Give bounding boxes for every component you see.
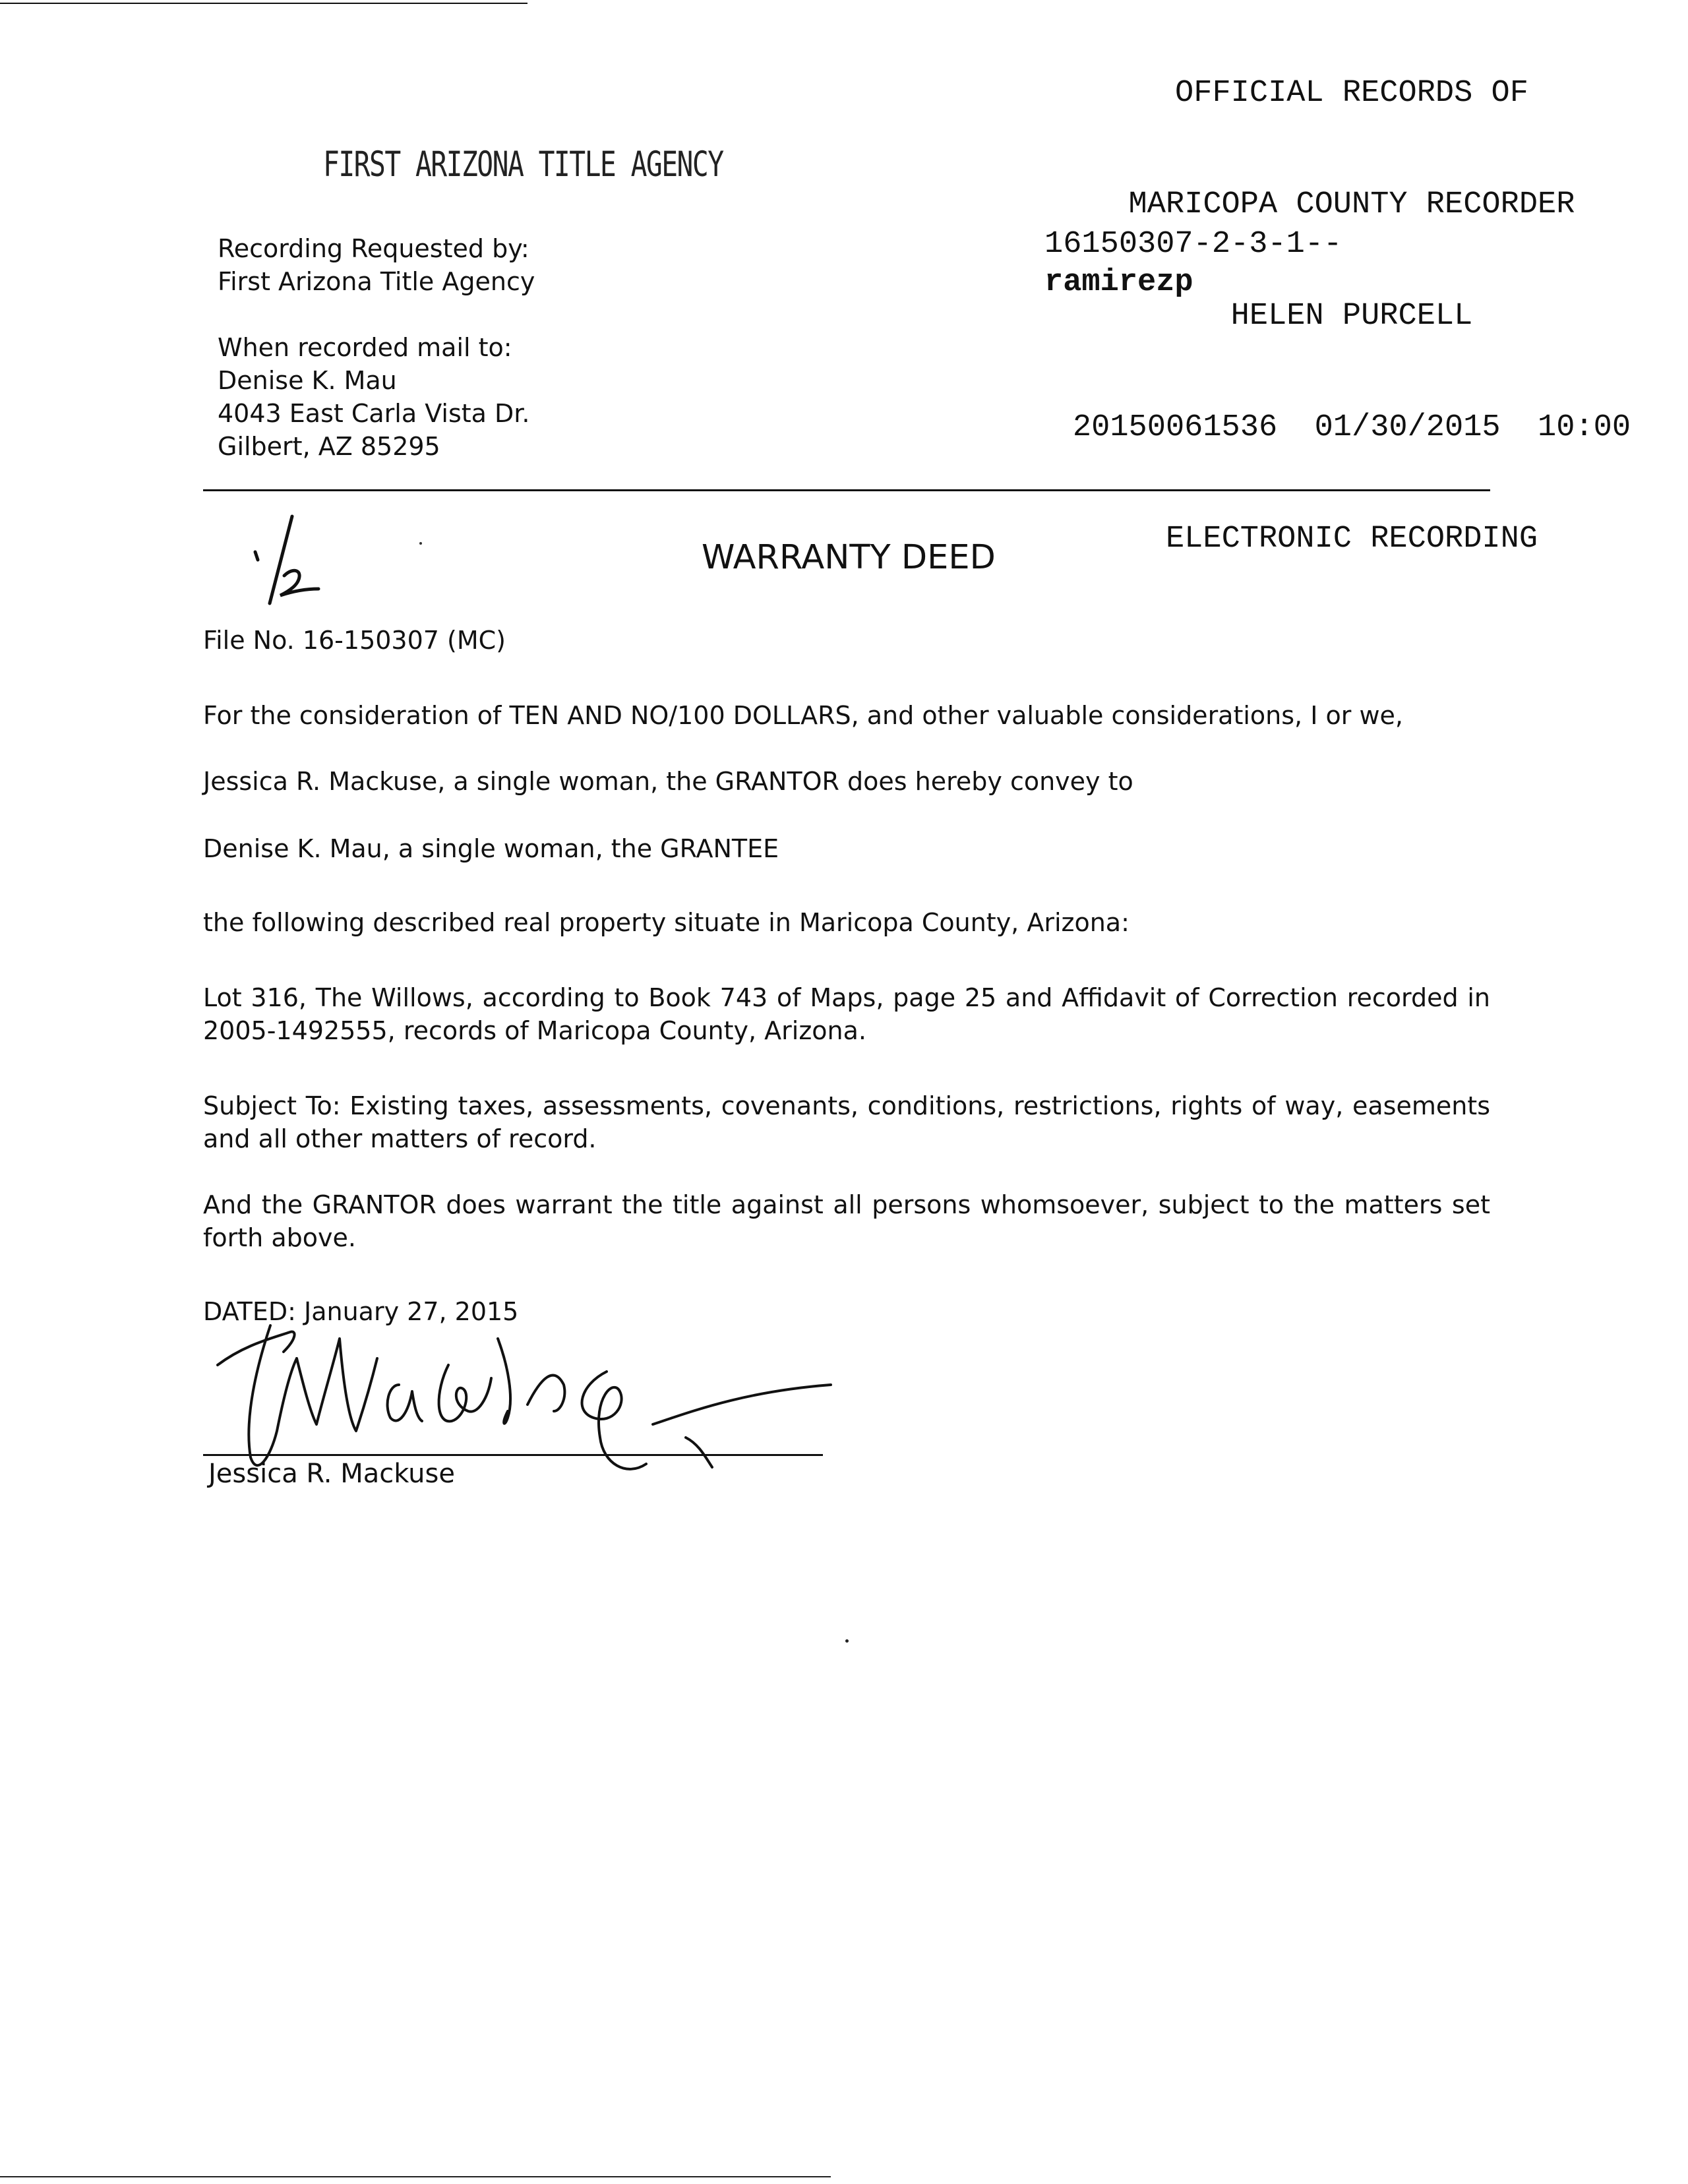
- scan-speck: [845, 1639, 849, 1643]
- recording-requested-label: Recording Requested by:: [218, 234, 529, 263]
- situate-paragraph: the following described real property situate in Maricopa County, Arizona:: [203, 908, 1130, 937]
- mail-to-city: Gilbert, AZ 85295: [218, 432, 440, 461]
- bottom-edge-rule: [0, 2176, 831, 2177]
- stamp-line-1: OFFICIAL RECORDS OF: [1175, 76, 1528, 111]
- mail-to-label: When recorded mail to:: [218, 333, 512, 362]
- stamp-recording-number: 20150061536 01/30/2015 10:00: [1072, 410, 1631, 445]
- agency-stamp: FIRST ARIZONA TITLE AGENCY: [323, 144, 723, 185]
- signature-line: [203, 1454, 823, 1456]
- scan-speck: [419, 542, 422, 545]
- stamp-line-5: ELECTRONIC RECORDING: [1165, 522, 1538, 557]
- clerk-id: ramirezp: [1044, 265, 1193, 300]
- handwritten-page-marker: [241, 511, 326, 610]
- top-edge-rule: [0, 3, 528, 4]
- consideration-paragraph: For the consideration of TEN AND NO/100 DOLLARS, and other valuable considerations, I or we,: [203, 701, 1403, 730]
- file-number: File No. 16-150307 (MC): [203, 626, 506, 655]
- stamp-line-2: MARICOPA COUNTY RECORDER: [1128, 187, 1575, 222]
- signer-name: Jessica R. Mackuse: [208, 1459, 455, 1489]
- mail-to-street: 4043 East Carla Vista Dr.: [218, 399, 530, 428]
- legal-description-paragraph: Lot 316, The Willows, according to Book 743 of Maps, page 25 and Affidavit of Correction recorded in 2005-1492555, records of Maricopa County, Arizona.: [203, 983, 1490, 1045]
- mail-to-block: [218, 331, 529, 463]
- warranty-paragraph: And the GRANTOR does warrant the title against all persons whomsoever, subject to the matters set forth above.: [203, 1190, 1490, 1252]
- document-title: WARRANTY DEED: [702, 538, 996, 577]
- document-id: 16150307-2-3-1--: [1044, 227, 1342, 262]
- header-divider: [203, 489, 1490, 491]
- dated-line: DATED: January 27, 2015: [203, 1297, 519, 1326]
- grantee-paragraph: Denise K. Mau, a single woman, the GRANTEE: [203, 834, 779, 863]
- recording-requested-block: [218, 232, 535, 298]
- subject-to-paragraph: Subject To: Existing taxes, assessments, covenants, conditions, restrictions, rights of way, easements and all other matters of record.: [203, 1091, 1490, 1153]
- grantor-paragraph: Jessica R. Mackuse, a single woman, the GRANTOR does hereby convey to: [203, 767, 1133, 796]
- stamp-line-3: HELEN PURCELL: [1230, 299, 1473, 334]
- mail-to-name: Denise K. Mau: [218, 366, 397, 395]
- recording-requested-name: First Arizona Title Agency: [218, 267, 535, 296]
